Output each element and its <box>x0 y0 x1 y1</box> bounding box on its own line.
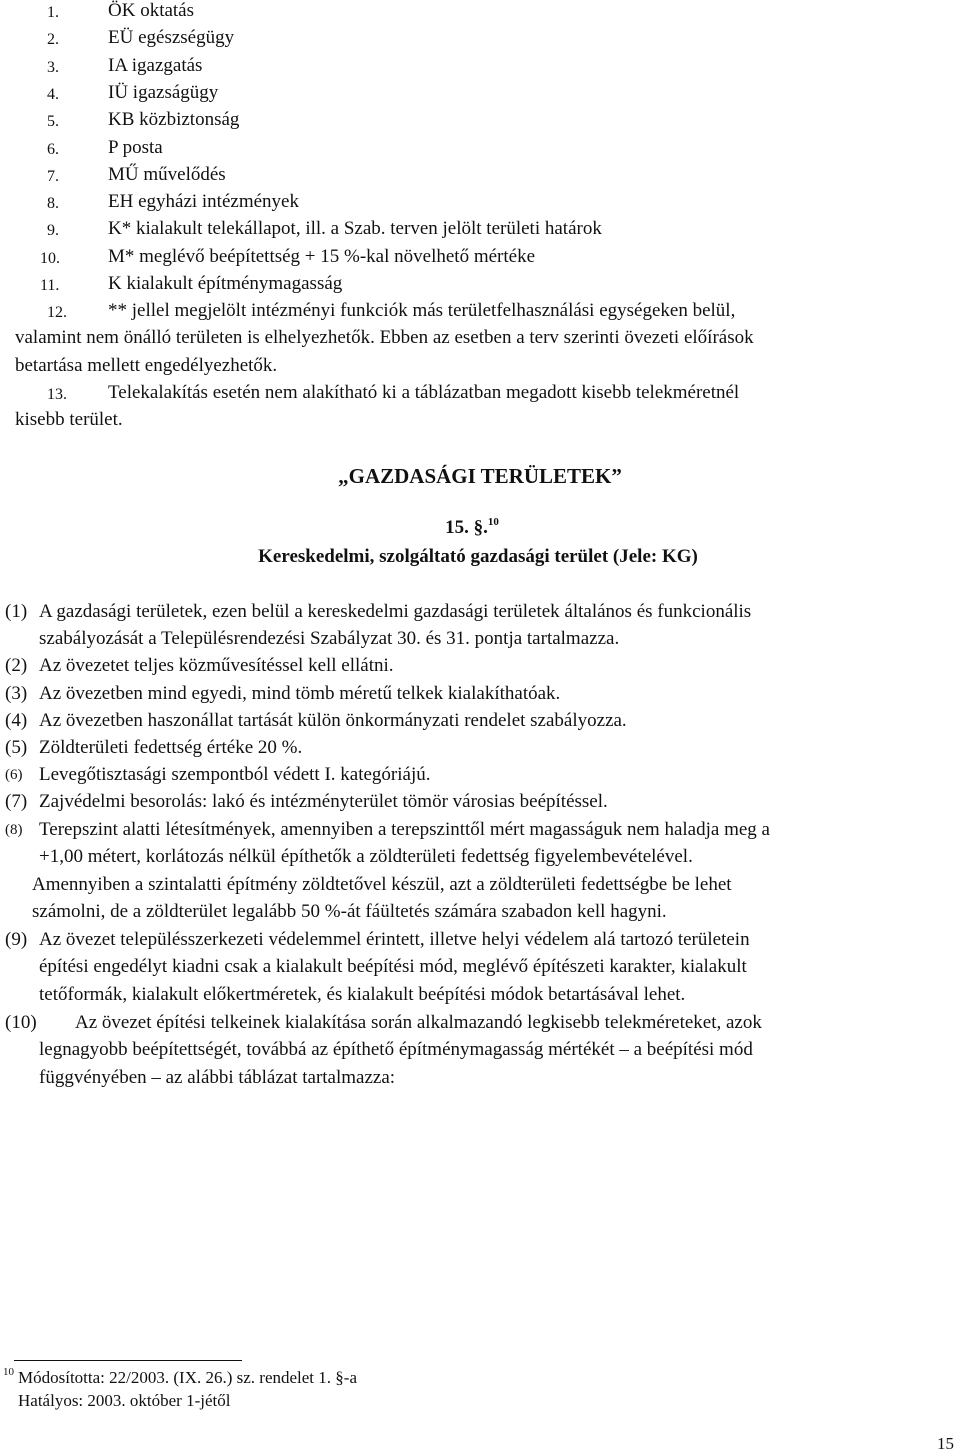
item-5-line1: Zöldterületi fedettség értéke 20 %. <box>39 737 303 758</box>
footnote-ref: 10 <box>487 516 499 528</box>
item-9-line2: építési engedélyt kiadni csak a kialakult beépítési mód, meglévő építészeti karakter, kialakult <box>39 956 747 977</box>
note-13-number: 13. <box>47 386 67 403</box>
list-item-number: 1. <box>47 4 59 21</box>
list-item-number: 2. <box>47 31 59 48</box>
list-item-number: 10. <box>40 250 60 267</box>
item-9-line3: tetőformák, kialakult előkertméretek, és kialakult beépítési módok betartásával lehet. <box>39 984 686 1005</box>
item-10-number: (10) <box>5 1012 37 1033</box>
paragraph-number <box>0 517 952 539</box>
item-9-line1: Az övezet településszerkezeti védelemmel érintett, illetve helyi védelem alá tartozó területein <box>39 929 750 950</box>
list-item-text: P posta <box>108 137 163 158</box>
item-2-number: (2) <box>5 655 28 676</box>
list-item-number: 4. <box>47 86 59 103</box>
list-item-text: ÖK oktatás <box>108 0 195 21</box>
item-7-number: (7) <box>5 791 28 812</box>
item-8-number: (8) <box>5 822 23 838</box>
item-4-number: (4) <box>5 710 28 731</box>
item-9-number: (9) <box>5 929 28 950</box>
item-7-line1: Zajvédelmi besorolás: lakó és intézményterület tömör városias beépítéssel. <box>39 791 608 812</box>
note-13-line1: Telekalakítás esetén nem alakítható ki a táblázatban megadott kisebb telekméretnél <box>108 382 740 403</box>
item-8-line4: számolni, de a zöldterület legalább 50 %-át fáültetés számára szabadon kell hagyni. <box>32 901 667 922</box>
list-item-text: EH egyházi intézmények <box>108 191 299 212</box>
item-3-line1: Az övezetben mind egyedi, mind tömb méretű telkek kialakíthatóak. <box>39 683 561 704</box>
footnote-line2: Hatályos: 2003. október 1-jétől <box>18 1391 231 1410</box>
item-1-line1: A gazdasági területek, ezen belül a kereskedelmi gazdasági területek általános és funkcionális <box>39 601 752 622</box>
list-item-number: 8. <box>47 195 59 212</box>
item-10-line2: legnagyobb beépítettségét, továbbá az építhető építménymagasság mértékét – a beépítési mód <box>39 1039 753 1060</box>
item-2-line1: Az övezetet teljes közművesítéssel kell ellátni. <box>39 655 394 676</box>
list-item-number: 11. <box>40 277 60 294</box>
list-item-number: 7. <box>47 168 59 185</box>
note-12-line1: ** jellel megjelölt intézményi funkciók más területfelhasználási egységeken belül, <box>108 300 736 321</box>
list-item-number: 9. <box>47 222 59 239</box>
item-3-number: (3) <box>5 683 28 704</box>
footnote-line1: Módosította: 22/2003. (IX. 26.) sz. rendelet 1. §-a <box>18 1368 357 1387</box>
list-item-number: 5. <box>47 113 59 130</box>
note-12-line3: betartása mellett engedélyezhetők. <box>15 355 278 376</box>
item-6-line1: Levegőtisztasági szempontból védett I. kategóriájú. <box>39 764 431 785</box>
item-8-line3: Amennyiben a szintalatti építmény zöldtetővel készül, azt a zöldterületi fedettségbe be lehet <box>32 874 732 895</box>
footnote-mark: 10 <box>3 1366 14 1378</box>
item-6-number: (6) <box>5 767 23 783</box>
list-item-number: 6. <box>47 141 59 158</box>
page-number: 15 <box>937 1434 954 1453</box>
item-8-line1: Terepszint alatti létesítmények, amennyiben a terepszinttől mért magasságuk nem haladja meg a <box>39 819 770 840</box>
item-10-line1: Az övezet építési telkeinek kialakítása során alkalmazandó legkisebb telekméreteket, azok <box>75 1012 762 1033</box>
section-title: „GAZDASÁGI TERÜLETEK” <box>338 464 622 488</box>
list-item-text: IA igazgatás <box>108 55 203 76</box>
list-item-text: MŰ művelődés <box>108 164 226 185</box>
item-4-line1: Az övezetben haszonállat tartását külön önkormányzati rendelet szabályozza. <box>39 710 627 731</box>
item-1-number: (1) <box>5 601 28 622</box>
list-item-text: EÜ egészségügy <box>108 27 235 48</box>
note-13-line2: kisebb terület. <box>15 409 123 430</box>
list-item-text: KB közbiztonság <box>108 109 240 130</box>
list-item-number: 3. <box>47 59 59 76</box>
item-5-number: (5) <box>5 737 28 758</box>
item-1-line2: szabályozását a Településrendezési Szabályzat 30. és 31. pontja tartalmazza. <box>39 628 620 649</box>
list-item-text: IÜ igazságügy <box>108 82 219 103</box>
list-item-text: K kialakult építménymagasság <box>108 273 343 294</box>
paragraph-number-text: 15. §. <box>445 517 488 538</box>
list-item-text: M* meglévő beépítettség + 15 %-kal növelhető mértéke <box>108 246 535 267</box>
item-10-line3: függvényében – az alábbi táblázat tartalmazza: <box>39 1067 396 1088</box>
note-12-line2: valamint nem önálló területen is elhelyezhetők. Ebben az esetben a terv szerinti övezeti előírások <box>15 327 754 348</box>
footnote-separator <box>14 1360 242 1361</box>
list-item-text: K* kialakult telekállapot, ill. a Szab. terven jelölt területi határok <box>108 218 602 239</box>
item-8-line2: +1,00 métert, korlátozás nélkül építhetők a zöldterületi fedettség figyelembevételével. <box>39 846 693 867</box>
paragraph-title: Kereskedelmi, szolgáltató gazdasági terület (Jele: KG) <box>258 546 698 567</box>
note-12-number: 12. <box>47 304 67 321</box>
